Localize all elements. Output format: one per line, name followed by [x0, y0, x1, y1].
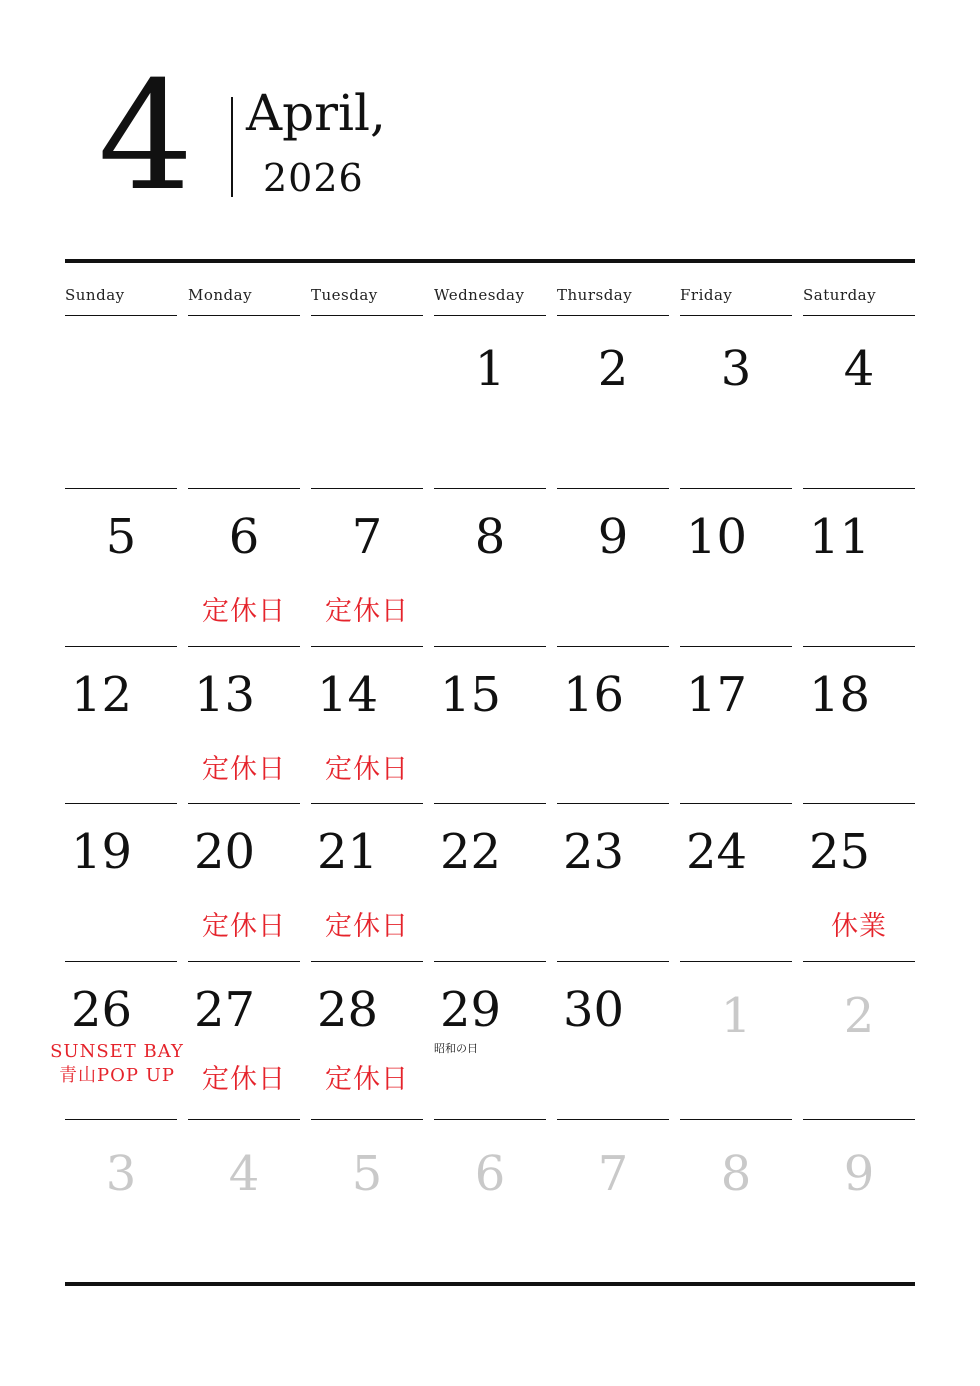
day-number: 6: [228, 509, 260, 565]
day-number: 29: [440, 982, 502, 1038]
day-cell: [803, 962, 915, 1120]
closed-day-note: 定休日: [325, 911, 409, 942]
day-number: 23: [563, 824, 625, 880]
month-number: 4: [98, 50, 194, 224]
weekday-sunday: Sunday: [65, 264, 177, 316]
weekday-friday: Friday: [680, 264, 792, 316]
day-number: 27: [194, 982, 256, 1038]
day-number: 4: [228, 1146, 260, 1202]
day-number: 5: [105, 509, 137, 565]
day-cell: [50, 962, 184, 1120]
event-label: [47, 1040, 187, 1089]
day-cell: [311, 962, 423, 1120]
day-cell: [65, 804, 177, 962]
day-cell: [557, 317, 669, 489]
day-number: 7: [597, 1146, 629, 1202]
day-cell: [311, 489, 423, 647]
day-cell: [680, 1120, 792, 1278]
bottom-rule: [65, 1282, 915, 1286]
day-number: 20: [194, 824, 256, 880]
day-cell: [803, 647, 915, 804]
day-number: 3: [105, 1146, 137, 1202]
day-number: 8: [720, 1146, 752, 1202]
weekday-monday: Monday: [188, 264, 300, 316]
day-number: 30: [563, 982, 625, 1038]
day-cell: [434, 962, 546, 1120]
day-cell: [680, 489, 792, 647]
year: 2026: [263, 156, 364, 200]
closed-day-note: 定休日: [325, 1064, 409, 1095]
day-cell: [188, 1120, 300, 1278]
day-number: 4: [843, 341, 875, 397]
closed-day-note: 定休日: [202, 911, 286, 942]
top-rule: [65, 259, 915, 263]
day-cell: [311, 1120, 423, 1278]
day-cell: [680, 647, 792, 804]
day-cell: [65, 647, 177, 804]
day-cell: [680, 962, 792, 1120]
day-cell: [311, 317, 423, 489]
day-cell: [188, 317, 300, 489]
day-number: 9: [597, 509, 629, 565]
day-cell: [803, 1120, 915, 1278]
day-number: 15: [440, 667, 502, 723]
day-cell: [803, 804, 915, 962]
closed-day-note: 定休日: [325, 754, 409, 785]
day-number: 1: [474, 341, 506, 397]
closed-day-note: 定休日: [202, 596, 286, 627]
day-cell: [65, 317, 177, 489]
day-cell: [65, 489, 177, 647]
day-number: 12: [71, 667, 133, 723]
day-number: 2: [597, 341, 629, 397]
day-number: 3: [720, 341, 752, 397]
day-cell: [557, 647, 669, 804]
day-cell: [680, 804, 792, 962]
day-number: 17: [686, 667, 748, 723]
closed-day-note: 定休日: [202, 1064, 286, 1095]
day-cell: [65, 1120, 177, 1278]
day-number: 21: [317, 824, 379, 880]
day-number: 6: [474, 1146, 506, 1202]
day-number: 26: [71, 982, 133, 1038]
day-cell: [188, 489, 300, 647]
day-cell: [803, 317, 915, 489]
day-cell: [680, 317, 792, 489]
day-number: 25: [809, 824, 871, 880]
day-number: 19: [71, 824, 133, 880]
day-cell: [803, 489, 915, 647]
day-number: 5: [351, 1146, 383, 1202]
event-line-1: SUNSET BAY: [50, 1041, 184, 1062]
month-name: April,: [246, 84, 386, 142]
day-number: 14: [317, 667, 379, 723]
weekday-wednesday: Wednesday: [434, 264, 546, 316]
weekday-header: [65, 264, 915, 317]
day-cell: [434, 1120, 546, 1278]
day-cell: [434, 489, 546, 647]
day-number: 18: [809, 667, 871, 723]
weekday-tuesday: Tuesday: [311, 264, 423, 316]
day-number: 2: [843, 988, 875, 1044]
day-cell: [311, 647, 423, 804]
day-cell: [557, 489, 669, 647]
weekday-saturday: Saturday: [803, 264, 915, 316]
day-number: 1: [720, 988, 752, 1044]
day-cell: [557, 962, 669, 1120]
title-divider: [231, 97, 233, 197]
closed-day-note: 定休日: [202, 754, 286, 785]
day-number: 16: [563, 667, 625, 723]
day-number: 28: [317, 982, 379, 1038]
day-cell: [434, 647, 546, 804]
holiday-label: 昭和の日: [434, 1042, 478, 1055]
day-cell: [434, 804, 546, 962]
day-number: 8: [474, 509, 506, 565]
closed-day-note: 定休日: [325, 596, 409, 627]
event-line-2: 青山POP UP: [59, 1065, 175, 1087]
day-number: 13: [194, 667, 256, 723]
closed-day-note: 休業: [831, 911, 887, 942]
day-cell: [557, 1120, 669, 1278]
day-cell: [188, 962, 300, 1120]
day-number: 9: [843, 1146, 875, 1202]
day-cell: [434, 317, 546, 489]
day-number: 24: [686, 824, 748, 880]
day-cell: [188, 647, 300, 804]
day-number: 7: [351, 509, 383, 565]
calendar-grid: [50, 317, 915, 1277]
weekday-thursday: Thursday: [557, 264, 669, 316]
day-number: 10: [686, 509, 748, 565]
day-number: 22: [440, 824, 502, 880]
day-number: 11: [809, 509, 871, 565]
day-cell: [188, 804, 300, 962]
day-cell: [311, 804, 423, 962]
day-cell: [557, 804, 669, 962]
